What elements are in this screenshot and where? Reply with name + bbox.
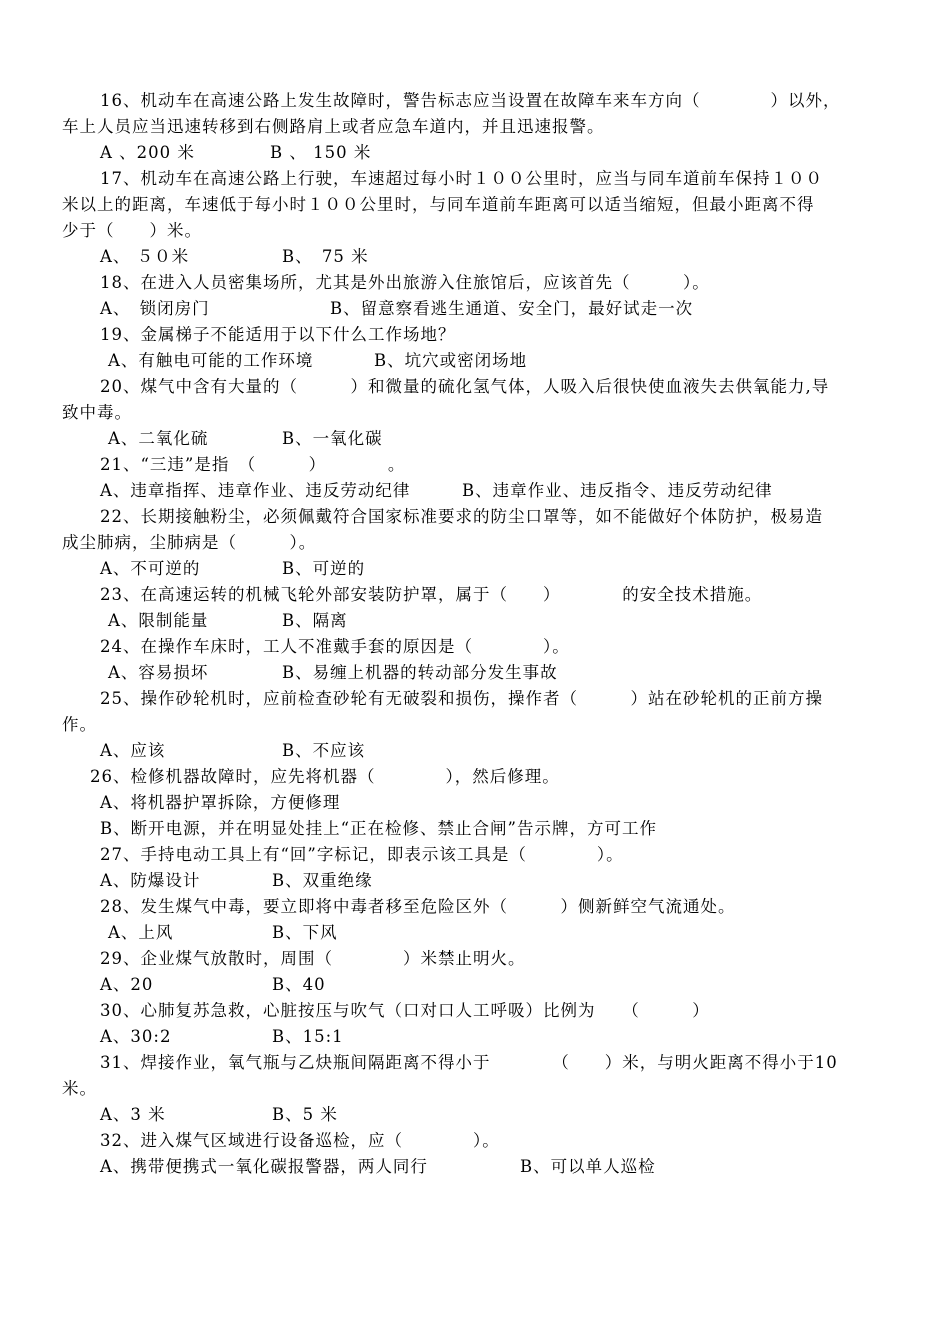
option-a: A、有触电可能的工作环境 <box>108 351 314 370</box>
question-20-line-2: 致中毒。 <box>62 403 132 422</box>
question-17-line-1: 17、机动车在高速公路上行驶，车速超过每小时１００公里时，应当与同车道前车保持１００ <box>100 169 823 188</box>
option-a: A、不可逆的 <box>100 559 201 578</box>
question-22-line-2: 成尘肺病，尘肺病是（ ）。 <box>62 533 317 552</box>
option-a: A、上风 <box>108 923 174 942</box>
question-28-options <box>62 920 892 946</box>
option-a: A、限制能量 <box>108 611 209 630</box>
option-a: A、违章指挥、违章作业、违反劳动纪律 <box>100 481 411 500</box>
question-24-line-1: 24、在操作车床时，工人不准戴手套的原因是（ ）。 <box>100 637 570 656</box>
option-a: A、应该 <box>100 741 166 760</box>
option-b: B、5 米 <box>272 1105 338 1124</box>
option-b: B、留意察看逃生通道、安全门，最好试走一次 <box>330 299 694 318</box>
question-30-options <box>62 1024 892 1050</box>
question-20-line-1: 20、煤气中含有大量的（ ）和微量的硫化氢气体，人吸入后很快使血液失去供氧能力,导 <box>100 377 830 396</box>
option-b: B、15:1 <box>272 1027 344 1046</box>
question-18-options <box>62 296 892 322</box>
option-a: A、20 <box>100 975 154 994</box>
option-b: B、可逆的 <box>282 559 366 578</box>
question-32-options <box>62 1154 892 1180</box>
option-a: A、防爆设计 <box>100 871 201 890</box>
question-22-line-1: 22、长期接触粉尘，必须佩戴符合国家标准要求的防尘口罩等，如不能做好个体防护，极易造 <box>100 507 823 526</box>
option-a: A、 ５０米 <box>100 247 190 266</box>
option-b: B、易缠上机器的转动部分发生事故 <box>282 663 558 682</box>
question-32-line-1: 32、进入煤气区域进行设备巡检，应（ ）。 <box>100 1131 500 1150</box>
question-31-options <box>62 1102 892 1128</box>
option-b: B、一氧化碳 <box>282 429 383 448</box>
question-27-line-1: 27、手持电动工具上有“回”字标记，即表示该工具是（ ）。 <box>100 845 624 864</box>
question-22-options <box>62 556 892 582</box>
option-b: B、坑穴或密闭场地 <box>374 351 528 370</box>
question-17-line-3: 少于（ ）米。 <box>62 221 202 240</box>
question-29-line-1: 29、企业煤气放散时，周围（ ）米禁止明火。 <box>100 949 526 968</box>
option-a: A、 锁闭房门 <box>100 299 210 318</box>
question-20-options <box>62 426 892 452</box>
option-a: A、30:2 <box>100 1027 172 1046</box>
question-17-line-2: 米以上的距离，车速低于每小时１００公里时，与同车道前车距离可以适当缩短，但最小距离不得 <box>62 195 815 214</box>
question-31-line-2: 米。 <box>62 1079 97 1098</box>
option-a: A、容易损坏 <box>108 663 209 682</box>
document-body <box>62 88 892 1180</box>
option-b: B、40 <box>272 975 326 994</box>
option-a: A、二氧化硫 <box>108 429 209 448</box>
question-16-line-1: 16、机动车在高速公路上发生故障时，警告标志应当设置在故障车来车方向（ ）以外， <box>100 91 841 110</box>
question-30-line-1: 30、心肺复苏急救，心脏按压与吹气（口对口人工呼吸）比例为 （ ） <box>100 1001 710 1020</box>
question-25-options <box>62 738 892 764</box>
question-27-options <box>62 868 892 894</box>
option-b: B、不应该 <box>282 741 366 760</box>
option-b: B、双重绝缘 <box>272 871 373 890</box>
question-26-line-1: 26、检修机器故障时，应先将机器（ ），然后修理。 <box>90 767 560 786</box>
question-18-line-1: 18、在进入人员密集场所，尤其是外出旅游入住旅馆后，应该首先（ ）。 <box>100 273 710 292</box>
question-25-line-2: 作。 <box>62 715 97 734</box>
option-b: B、可以单人巡检 <box>520 1157 656 1176</box>
option-b: B、隔离 <box>282 611 348 630</box>
option-b: B 、 150 米 <box>270 143 372 162</box>
question-16-line-2: 车上人员应当迅速转移到右侧路肩上或者应急车道内，并且迅速报警。 <box>62 117 605 136</box>
question-25-line-1: 25、操作砂轮机时，应前检查砂轮有无破裂和损伤，操作者（ ）站在砂轮机的正前方操 <box>100 689 823 708</box>
question-17-options <box>62 244 892 270</box>
option-a: A 、200 米 <box>100 143 195 162</box>
question-19-line-1: 19、金属梯子不能适用于以下什么工作场地？ <box>100 325 456 344</box>
question-29-options <box>62 972 892 998</box>
option-a: A、3 米 <box>100 1105 166 1124</box>
question-16-options <box>62 140 892 166</box>
question-23-line-1: 23、在高速运转的机械飞轮外部安装防护罩，属于（ ） 的安全技术措施。 <box>100 585 763 604</box>
question-21-line-1: 21、“三违”是指 （ ） 。 <box>100 455 406 474</box>
question-31-line-1: 31、焊接作业，氧气瓶与乙炔瓶间隔距离不得小于 （ ）米，与明火距离不得小于10 <box>100 1053 838 1072</box>
option-b: B、违章作业、违反指令、违反劳动纪律 <box>462 481 773 500</box>
question-26-option-a: A、将机器护罩拆除，方便修理 <box>100 793 341 812</box>
question-19-options <box>62 348 892 374</box>
option-a: A、携带便携式一氧化碳报警器，两人同行 <box>100 1157 428 1176</box>
question-21-options <box>62 478 892 504</box>
question-26-option-b: B、断开电源，并在明显处挂上“正在检修、禁止合闸”告示牌，方可工作 <box>100 819 657 838</box>
option-b: B、 75 米 <box>282 247 369 266</box>
question-23-options <box>62 608 892 634</box>
option-b: B、下风 <box>272 923 338 942</box>
question-28-line-1: 28、发生煤气中毒，要立即将中毒者移至危险区外（ ）侧新鲜空气流通处。 <box>100 897 736 916</box>
question-24-options <box>62 660 892 686</box>
